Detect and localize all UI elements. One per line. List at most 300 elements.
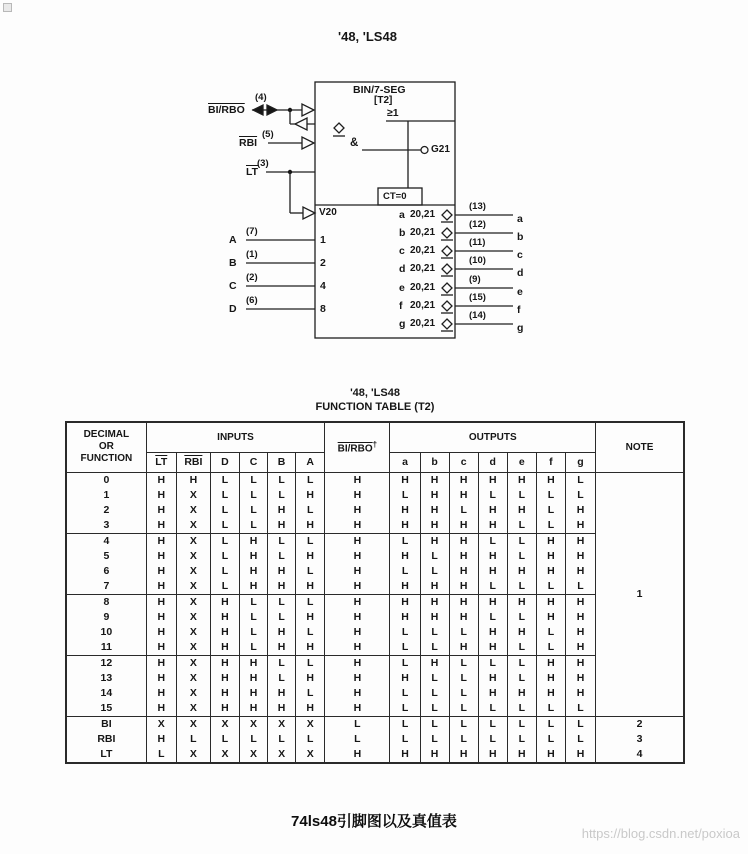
table-cell: L xyxy=(478,732,507,747)
table-cell: L xyxy=(478,533,507,549)
col-header-c: C xyxy=(239,452,267,472)
table-cell: H xyxy=(239,701,267,717)
table-cell: H xyxy=(146,686,176,701)
table-cell: 2 xyxy=(596,716,684,732)
table-cell: L xyxy=(449,655,478,671)
input-d-label: D xyxy=(229,303,237,315)
table-cell: L xyxy=(420,732,449,747)
col-header-output-a: a xyxy=(390,452,420,472)
table-cell: H xyxy=(507,472,536,488)
table-cell: H xyxy=(449,594,478,610)
table-cell: H xyxy=(565,655,595,671)
table-cell: H xyxy=(420,747,449,763)
table-cell: 15 xyxy=(66,701,146,717)
table-cell: X xyxy=(268,747,296,763)
table-cell: H xyxy=(449,747,478,763)
table-cell: 13 xyxy=(66,671,146,686)
table-cell: H xyxy=(146,625,176,640)
table-cell: H xyxy=(296,549,325,564)
table-cell: L xyxy=(296,564,325,579)
input-c-label: C xyxy=(229,280,237,292)
col-header-a: A xyxy=(296,452,325,472)
table-cell: H xyxy=(296,518,325,534)
table-cell: L xyxy=(536,716,565,732)
table-cell: H xyxy=(325,518,390,534)
table-cell: H xyxy=(325,472,390,488)
table-cell: H xyxy=(325,579,390,595)
table-cell: H xyxy=(390,594,420,610)
table-cell: L xyxy=(390,640,420,656)
table-row xyxy=(66,716,684,732)
table-cell: L xyxy=(507,610,536,625)
table-cell: H xyxy=(536,686,565,701)
table-cell: H xyxy=(507,747,536,763)
input-lt-pin: (3) xyxy=(257,158,269,169)
table-cell: H xyxy=(210,701,239,717)
input-a-weight: 1 xyxy=(320,234,326,246)
input-c-pin: (2) xyxy=(246,272,258,283)
table-cell: H xyxy=(268,701,296,717)
input-lt-label: $\overline{LT}$ xyxy=(246,166,259,178)
output-f-dependency: 20,21 xyxy=(410,300,436,311)
table-cell: X xyxy=(146,716,176,732)
table-cell: X xyxy=(176,533,210,549)
input-d-weight: 8 xyxy=(320,303,326,315)
table-cell: 1 xyxy=(66,488,146,503)
table-cell: H xyxy=(146,640,176,656)
input-d-pin: (6) xyxy=(246,295,258,306)
table-cell: L xyxy=(420,671,449,686)
table-cell: H xyxy=(478,686,507,701)
table-cell: H xyxy=(478,671,507,686)
table-cell: L xyxy=(296,533,325,549)
table-cell: X xyxy=(176,564,210,579)
table-cell: L xyxy=(536,701,565,717)
table-cell: H xyxy=(268,579,296,595)
table-cell: H xyxy=(536,549,565,564)
output-a-dependency: 20,21 xyxy=(410,209,436,220)
table-cell: L xyxy=(536,518,565,534)
table-cell: X xyxy=(239,716,267,732)
table-row xyxy=(66,533,684,549)
table-cell: L xyxy=(536,732,565,747)
table-cell: H xyxy=(536,610,565,625)
table-cell: H xyxy=(478,594,507,610)
table-cell: L xyxy=(390,533,420,549)
table-cell: H xyxy=(268,640,296,656)
table-cell: 11 xyxy=(66,640,146,656)
table-cell: H xyxy=(420,579,449,595)
table-cell: L xyxy=(420,564,449,579)
table-cell: H xyxy=(478,549,507,564)
table-cell: H xyxy=(536,533,565,549)
col-group-outputs: OUTPUTS xyxy=(390,422,596,452)
table-cell: H xyxy=(325,625,390,640)
table-cell: L xyxy=(390,716,420,732)
table-cell: L xyxy=(507,518,536,534)
output-b-dependency: 20,21 xyxy=(410,227,436,238)
table-cell: H xyxy=(536,472,565,488)
input-b-pin: (1) xyxy=(246,249,258,260)
table-cell: L xyxy=(507,671,536,686)
col-header-rbi: $\overline{RBI}$ xyxy=(176,452,210,472)
table-cell: H xyxy=(390,671,420,686)
table-cell: L xyxy=(176,732,210,747)
table-cell: H xyxy=(507,625,536,640)
table-cell: H xyxy=(325,671,390,686)
watermark: https://blog.csdn.net/poxioa xyxy=(581,826,740,841)
table-cell: L xyxy=(325,716,390,732)
table-cell: L xyxy=(239,594,267,610)
table-cell: L xyxy=(507,533,536,549)
table-cell: L xyxy=(507,579,536,595)
table-cell: H xyxy=(210,686,239,701)
function-header-line1: DECIMAL xyxy=(83,429,130,441)
v20-label: V20 xyxy=(319,207,337,218)
input-a-label: A xyxy=(229,234,237,246)
table-row xyxy=(66,701,684,717)
table-cell: H xyxy=(565,549,595,564)
table-cell: H xyxy=(146,518,176,534)
table-cell: H xyxy=(449,564,478,579)
table-cell: L xyxy=(390,625,420,640)
function-table-title: '48, 'LS48 xyxy=(350,387,400,399)
table-cell: H xyxy=(146,671,176,686)
table-row xyxy=(66,549,684,564)
table-cell: 0 xyxy=(66,472,146,488)
input-birbo-label: BI/RBO xyxy=(208,104,245,116)
table-cell: L xyxy=(390,655,420,671)
table-cell: RBI xyxy=(66,732,146,747)
table-cell: H xyxy=(239,549,267,564)
input-b-label: B xyxy=(229,257,237,269)
output-g-dependency: 20,21 xyxy=(410,318,436,329)
table-cell: X xyxy=(176,625,210,640)
table-row xyxy=(66,579,684,595)
table-cell: H xyxy=(296,701,325,717)
table-cell: BI xyxy=(66,716,146,732)
table-cell: H xyxy=(565,625,595,640)
function-header-line3: FUNCTION xyxy=(80,453,133,465)
table-cell: L xyxy=(268,472,296,488)
table-cell: L xyxy=(268,732,296,747)
table-cell: X xyxy=(210,747,239,763)
output-b-letter: b xyxy=(517,231,524,243)
table-cell: L xyxy=(565,579,595,595)
birbo-header-text: BI/RBO xyxy=(337,443,373,455)
input-birbo-pin: (4) xyxy=(255,92,267,103)
table-cell: L xyxy=(449,701,478,717)
table-cell: H xyxy=(239,655,267,671)
col-header-output-c: c xyxy=(449,452,478,472)
table-cell: H xyxy=(420,610,449,625)
table-cell: H xyxy=(268,564,296,579)
table-cell: H xyxy=(478,564,507,579)
table-cell: H xyxy=(325,594,390,610)
table-cell: H xyxy=(146,488,176,503)
block-sublabel: [T2] xyxy=(374,95,393,106)
header-row-groups xyxy=(66,422,684,452)
table-cell: H xyxy=(146,732,176,747)
diagram-artwork xyxy=(0,0,748,380)
table-cell: X xyxy=(176,640,210,656)
table-cell: H xyxy=(268,686,296,701)
output-c-inner-label: c xyxy=(399,245,405,257)
table-cell: L xyxy=(420,686,449,701)
table-cell: L xyxy=(239,503,267,518)
table-cell: H xyxy=(296,488,325,503)
table-cell: L xyxy=(507,640,536,656)
table-cell: H xyxy=(449,533,478,549)
table-cell: H xyxy=(449,579,478,595)
table-cell: H xyxy=(296,579,325,595)
table-cell: H xyxy=(390,610,420,625)
table-cell: L xyxy=(420,640,449,656)
table-cell: H xyxy=(478,640,507,656)
table-cell: L xyxy=(507,549,536,564)
table-cell: L xyxy=(449,625,478,640)
table-cell: X xyxy=(176,747,210,763)
table-cell: L xyxy=(210,732,239,747)
function-header-line2: OR xyxy=(98,441,114,453)
table-cell: L xyxy=(507,732,536,747)
table-cell: H xyxy=(325,640,390,656)
table-cell: L xyxy=(478,579,507,595)
table-cell: L xyxy=(325,732,390,747)
table-cell: L xyxy=(507,701,536,717)
output-a-letter: a xyxy=(517,213,523,225)
table-cell: L xyxy=(478,488,507,503)
and-gate-label: & xyxy=(350,137,359,149)
table-cell: L xyxy=(565,732,595,747)
output-d-dependency: 20,21 xyxy=(410,263,436,274)
table-cell: L xyxy=(210,488,239,503)
col-header-lt: $\overline{LT}$ xyxy=(146,452,176,472)
table-cell: H xyxy=(390,472,420,488)
table-cell: L xyxy=(390,701,420,717)
table-row xyxy=(66,488,684,503)
table-cell: H xyxy=(325,533,390,549)
table-cell: L xyxy=(296,503,325,518)
table-cell: L xyxy=(420,716,449,732)
table-cell: X xyxy=(176,594,210,610)
table-cell: 12 xyxy=(66,655,146,671)
table-row xyxy=(66,732,684,747)
table-cell: H xyxy=(239,533,267,549)
table-cell: L xyxy=(390,564,420,579)
table-cell: H xyxy=(325,747,390,763)
table-cell: L xyxy=(210,533,239,549)
output-e-dependency: 20,21 xyxy=(410,282,436,293)
table-cell: H xyxy=(420,655,449,671)
table-cell: H xyxy=(478,472,507,488)
table-cell: H xyxy=(536,671,565,686)
input-a-pin: (7) xyxy=(246,226,258,237)
table-cell: 3 xyxy=(596,732,684,747)
table-row xyxy=(66,686,684,701)
table-cell: H xyxy=(420,518,449,534)
table-cell: L xyxy=(239,610,267,625)
table-cell: H xyxy=(565,640,595,656)
table-cell: L xyxy=(296,686,325,701)
table-cell: H xyxy=(146,701,176,717)
table-cell: L xyxy=(449,732,478,747)
table-cell: H xyxy=(325,503,390,518)
table-cell: 4 xyxy=(66,533,146,549)
table-cell: H xyxy=(210,610,239,625)
output-f-inner-label: f xyxy=(399,300,403,312)
table-cell: X xyxy=(210,716,239,732)
table-cell: H xyxy=(296,671,325,686)
table-cell: H xyxy=(536,655,565,671)
table-cell: X xyxy=(176,488,210,503)
table-row xyxy=(66,747,684,763)
output-e-pin: (9) xyxy=(469,274,481,285)
table-cell: L xyxy=(239,472,267,488)
table-row xyxy=(66,625,684,640)
table-cell: L xyxy=(565,472,595,488)
table-cell: L xyxy=(296,625,325,640)
table-cell: X xyxy=(296,747,325,763)
table-cell: L xyxy=(268,610,296,625)
table-cell: H xyxy=(390,747,420,763)
block-label: BIN/7-SEG xyxy=(353,84,406,96)
table-cell: H xyxy=(325,488,390,503)
table-cell: H xyxy=(268,518,296,534)
table-cell: 2 xyxy=(66,503,146,518)
output-g-letter: g xyxy=(517,322,524,334)
table-cell: H xyxy=(565,610,595,625)
table-cell: 9 xyxy=(66,610,146,625)
table-cell: L xyxy=(420,549,449,564)
table-cell: H xyxy=(325,564,390,579)
col-header-output-d: d xyxy=(478,452,507,472)
table-cell: H xyxy=(390,579,420,595)
table-cell: L xyxy=(420,701,449,717)
table-cell: L xyxy=(478,610,507,625)
table-cell: H xyxy=(239,671,267,686)
table-cell: L xyxy=(268,533,296,549)
output-e-letter: e xyxy=(517,286,523,298)
table-cell: H xyxy=(146,503,176,518)
table-cell: L xyxy=(268,594,296,610)
table-cell: L xyxy=(536,579,565,595)
table-cell: H xyxy=(565,518,595,534)
input-rbi-pin: (5) xyxy=(262,129,274,140)
table-cell: 5 xyxy=(66,549,146,564)
input-rbi-label: $\overline{RBI}$ xyxy=(239,137,258,149)
table-cell: H xyxy=(239,686,267,701)
table-cell: L xyxy=(210,579,239,595)
table-cell: L xyxy=(536,488,565,503)
table-cell: L xyxy=(390,732,420,747)
table-cell: X xyxy=(176,716,210,732)
output-c-dependency: 20,21 xyxy=(410,245,436,256)
table-cell: X xyxy=(239,747,267,763)
table-cell: 3 xyxy=(66,518,146,534)
table-cell: X xyxy=(176,701,210,717)
output-a-inner-label: a xyxy=(399,209,405,221)
table-cell: L xyxy=(507,655,536,671)
table-cell: L xyxy=(565,701,595,717)
table-cell: L xyxy=(210,518,239,534)
table-cell: H xyxy=(478,625,507,640)
table-row xyxy=(66,503,684,518)
table-cell: L xyxy=(296,655,325,671)
table-cell: H xyxy=(449,640,478,656)
table-cell: H xyxy=(325,655,390,671)
table-cell: L xyxy=(239,732,267,747)
col-header-output-f: f xyxy=(536,452,565,472)
or-gate-label: ≥1 xyxy=(387,107,399,119)
table-cell: H xyxy=(268,503,296,518)
table-cell: L xyxy=(296,472,325,488)
col-header-output-b: b xyxy=(420,452,449,472)
table-cell: H xyxy=(146,533,176,549)
col-header-output-e: e xyxy=(507,452,536,472)
output-f-letter: f xyxy=(517,304,521,316)
output-e-inner-label: e xyxy=(399,282,405,294)
table-cell: 1 xyxy=(596,472,684,716)
col-header-note: NOTE xyxy=(596,422,684,472)
table-cell: L xyxy=(239,625,267,640)
g21-label: G21 xyxy=(431,144,450,155)
table-cell: H xyxy=(449,549,478,564)
table-cell: X xyxy=(176,503,210,518)
function-table-subtitle: FUNCTION TABLE (T2) xyxy=(315,401,435,413)
table-cell: L xyxy=(478,655,507,671)
table-cell: H xyxy=(565,671,595,686)
table-cell: L xyxy=(239,488,267,503)
table-cell: L xyxy=(507,716,536,732)
table-row xyxy=(66,564,684,579)
col-header-function xyxy=(66,422,146,472)
table-cell: H xyxy=(536,564,565,579)
table-cell: 14 xyxy=(66,686,146,701)
diagram-title: '48, 'LS48 xyxy=(338,29,397,44)
table-cell: H xyxy=(420,594,449,610)
table-cell: H xyxy=(390,549,420,564)
table-cell: X xyxy=(176,549,210,564)
table-cell: H xyxy=(507,594,536,610)
function-table-section xyxy=(64,387,686,764)
table-cell: L xyxy=(268,488,296,503)
table-cell: H xyxy=(239,579,267,595)
table-cell: H xyxy=(420,472,449,488)
table-cell: X xyxy=(176,518,210,534)
table-cell: X xyxy=(296,716,325,732)
table-cell: L xyxy=(507,488,536,503)
table-cell: L xyxy=(449,716,478,732)
table-row xyxy=(66,655,684,671)
table-cell: H xyxy=(296,640,325,656)
output-c-letter: c xyxy=(517,249,523,261)
table-cell: 10 xyxy=(66,625,146,640)
table-cell: H xyxy=(478,503,507,518)
table-cell: L xyxy=(239,518,267,534)
table-cell: L xyxy=(449,671,478,686)
table-cell: L xyxy=(449,503,478,518)
table-cell: L xyxy=(210,564,239,579)
table-row xyxy=(66,610,684,625)
table-cell: L xyxy=(449,686,478,701)
table-cell: L xyxy=(478,716,507,732)
col-header-b: B xyxy=(268,452,296,472)
table-cell: H xyxy=(565,564,595,579)
table-cell: H xyxy=(210,655,239,671)
output-g-inner-label: g xyxy=(399,318,406,330)
table-cell: X xyxy=(176,610,210,625)
